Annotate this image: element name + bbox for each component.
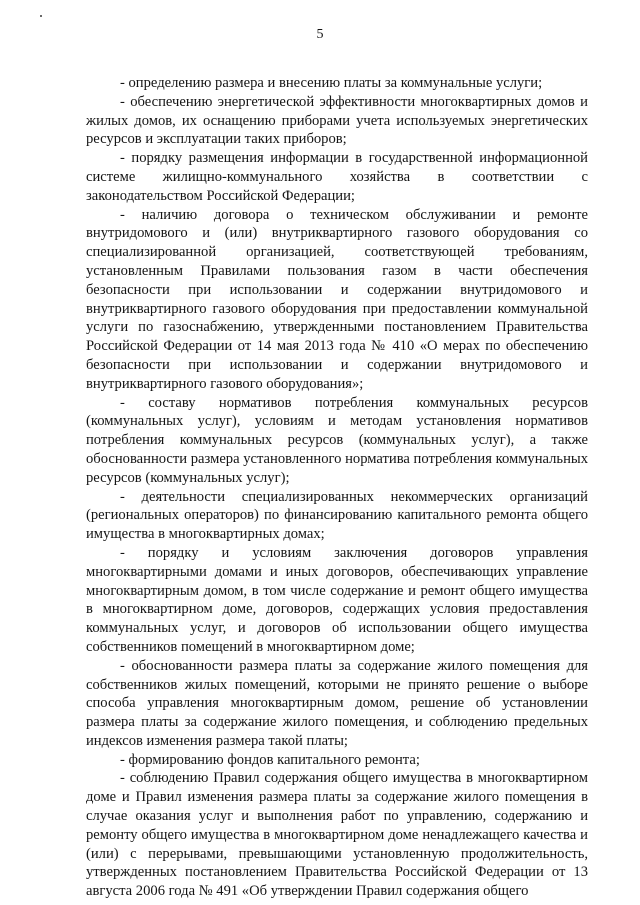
- paragraph-maintenance-fee: - обоснованности размера платы за содержание жилого помещения для собственников жилых помещений, которыми не принято решение о выборе способа управления многоквартирным домом, решение об установлении размера платы за содержание жилого помещения, и соблюдению предельных индексов изменения размера такой платы;: [86, 657, 588, 749]
- document-body: [86, 74, 588, 901]
- scan-speck: [40, 15, 42, 17]
- paragraph-common-property-rules: - соблюдению Правил содержания общего имущества в многоквартирном доме и Правил изменения размера платы за содержание жилого помещения в случае оказания услуг и выполнения работ по управлению, содержанию и ремонту общего имущества в многоквартирном доме ненадлежащего качества и (или) с перерывами, превышающими установленную продолжительность, утвержденных постановлением Правительства Российской Федерации от 13 августа 2006 года № 491 «Об утверждении Правил содержания общего: [86, 770, 588, 900]
- paragraph-regional-operators: - деятельности специализированных некоммерческих организаций (региональных операторов) по финансированию капитального ремонта общего имущества в многоквартирных домах;: [86, 488, 588, 543]
- paragraph-capital-repair-funds: - формированию фондов капитального ремонта;: [120, 751, 420, 768]
- paragraph-management-contracts: - порядку и условиям заключения договоров управления многоквартирными домами и иных договоров, обеспечивающих управление многоквартирным домом, в том числе содержание и ремонт общего имущества в многоквартирном доме, договоров, содержащих условия предоставления коммунальных услуг, и договоров об использовании общего имущества собственников помещений в многоквартирном доме;: [86, 544, 588, 655]
- paragraph-information-system: - порядку размещения информации в государственной информационной системе жилищно-коммунального хозяйства в соответствии с законодательством Российской Федерации;: [86, 150, 588, 204]
- paragraph-utility-payment: - определению размера и внесению платы за коммунальные услуги;: [120, 75, 543, 91]
- paragraph-consumption-norms: - составу нормативов потребления коммунальных ресурсов (коммунальных услуг), условиям и методам установления нормативов потребления коммунальных ресурсов (коммунальных услуг), а также обоснованности размера установленного норматива потребления коммунальных ресурсов (коммунальных услуг);: [86, 394, 588, 486]
- paragraph-gas-equipment-contract: - наличию договора о техническом обслуживании и ремонте внутридомового и (или) внутриквартирного газового оборудования со специализированной организацией, соответствующей требованиям, установленным Правилами пользования газом в части обеспечения безопасности при использовании и содержании внутридомового и внутриквартирного газового оборудования при предоставлении коммунальной услуги по газоснабжению, утвержденными постановлением Правительства Российской Федерации от 14 мая 2013 года № 410 «О мерах по обеспечению безопасности при использовании и содержании внутридомового и внутриквартирного газового оборудования»;: [86, 206, 588, 392]
- page-number: 5: [316, 27, 324, 42]
- paragraph-energy-efficiency: - обеспечению энергетической эффективности многоквартирных домов и жилых домов, их оснащению приборами учета используемых энергетических ресурсов и эксплуатации таких приборов;: [86, 93, 588, 148]
